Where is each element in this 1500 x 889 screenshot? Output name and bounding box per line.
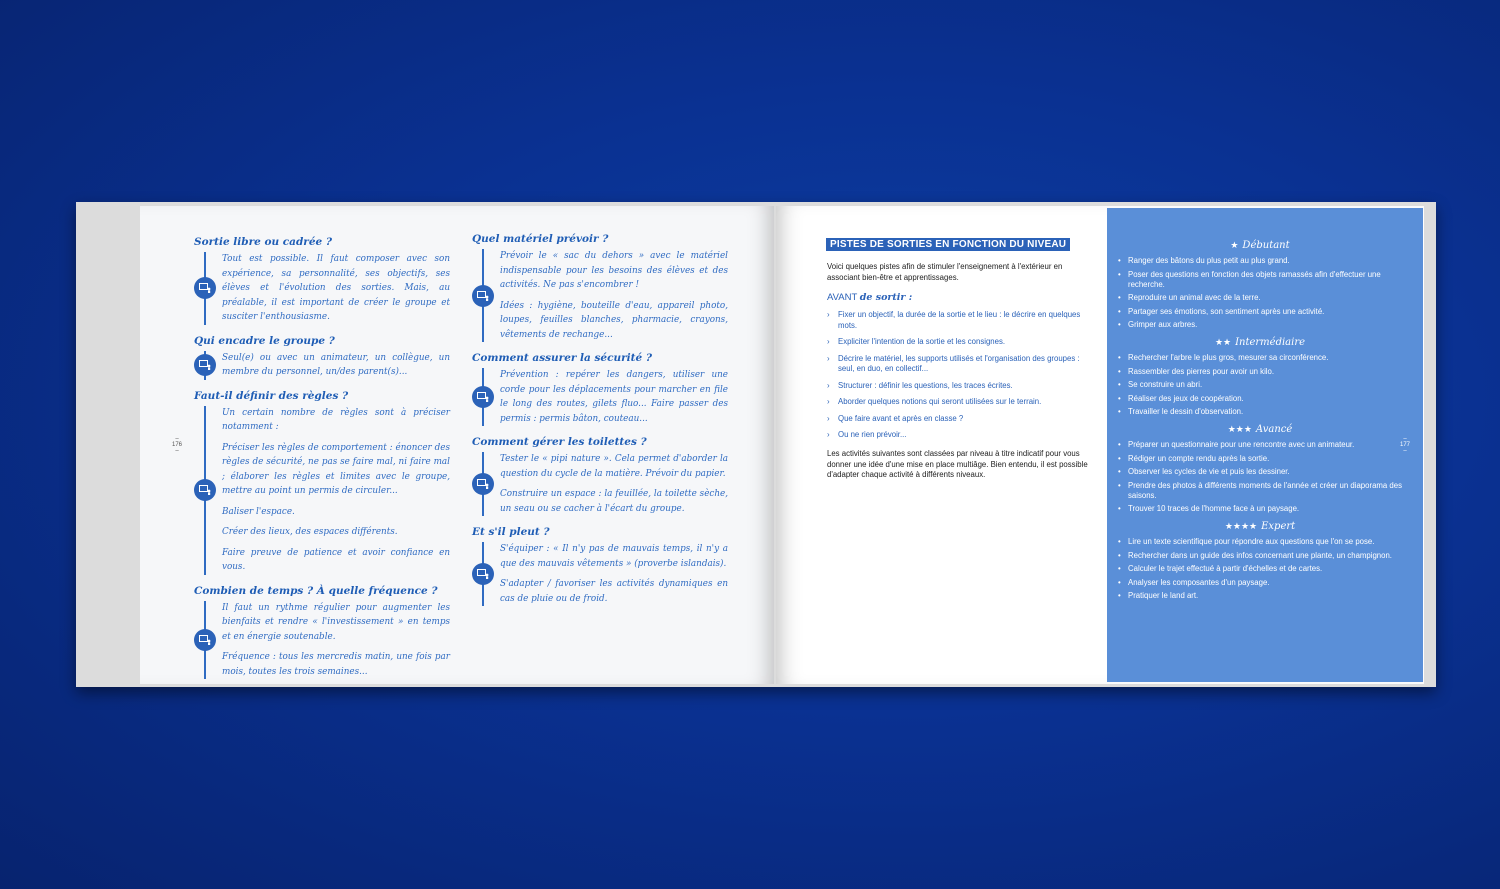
level-item: • Préparer un questionnaire pour une rencontre avec un animateur.	[1118, 440, 1402, 450]
question-body	[472, 452, 728, 516]
star-icon: ★★★	[1227, 424, 1252, 434]
question-paragraph: Fréquence : tous les mercredis matin, une fois par mois, toutes les trois semaines...	[222, 652, 450, 677]
question-paragraph: Tout est possible. Il faut composer avec son expérience, sa personnalité, ses objectifs, ses élèves et l'évolution des sorties. Mais, au préalable, il est important de créer le groupe et susciter l'enthousiasme.	[222, 254, 450, 322]
question-body	[194, 351, 450, 380]
level-name: Expert	[1261, 521, 1296, 532]
question-paragraph: Créer des lieux, des espaces différents.	[222, 527, 398, 537]
question-title: Comment gérer les toilettes ?	[472, 436, 647, 448]
left-column-b	[472, 233, 728, 616]
level-items	[1118, 353, 1402, 417]
question-title: Qui encadre le groupe ?	[194, 334, 335, 347]
avant-item: › Décrire le matériel, les supports utilisés et l'organisation des groupes : seul, en duo, en collectif...	[827, 354, 1095, 375]
question-title: Comment assurer la sécurité ?	[472, 352, 652, 364]
question-paragraph: S'adapter / favoriser les activités dynamiques en cas de pluie ou de froid.	[500, 579, 728, 604]
level-item: • Analyser les composantes d'un paysage.	[1118, 578, 1402, 588]
question-body	[194, 406, 450, 575]
question-paragraph: Baliser l'espace.	[222, 506, 295, 517]
classroom-icon	[194, 479, 216, 501]
level-item: • Lire un texte scientifique pour répondre aux questions que l'on se pose.	[1118, 537, 1402, 547]
question-title: Combien de temps ? À quelle fréquence ?	[194, 584, 438, 597]
level-item: • Grimper aux arbres.	[1118, 320, 1402, 330]
level-item: • Se construire un abri.	[1118, 380, 1402, 390]
level-item: • Poser des questions en fonction des objets ramassés afin d'effectuer une recherche.	[1118, 270, 1402, 290]
level-item: • Réaliser des jeux de coopération.	[1118, 394, 1402, 404]
level-name: Débutant	[1242, 240, 1290, 251]
level-item: • Rédiger un compte rendu après la sortie.	[1118, 454, 1402, 464]
level-heading	[1118, 424, 1402, 435]
level-item: • Partager ses émotions, son sentiment après une activité.	[1118, 307, 1402, 317]
level-item: • Trouver 10 traces de l'homme face à un paysage.	[1118, 504, 1402, 514]
avant-item: › Structurer : définir les questions, les traces écrites.	[827, 381, 1095, 392]
question-paragraph: Faire preuve de patience et avoir confiance en vous.	[222, 547, 450, 572]
level-item: • Calculer le trajet effectué à partir d'échelles et de cartes.	[1118, 564, 1402, 574]
outro-text: Les activités suivantes sont classées par niveau à titre indicatif pour vous donner une idée d'une mise en place multiâge. Bien entendu, il est possible d'adapter chaque activité à différents niveaux.	[827, 449, 1088, 479]
level-item: • Rassembler des pierres pour avoir un kilo.	[1118, 367, 1402, 377]
question-paragraph: S'équiper : « Il n'y pas de mauvais temps, il n'y a que des mauvais vêtements » (proverbe islandais).	[500, 544, 728, 569]
level-name: Avancé	[1255, 424, 1293, 435]
question-paragraph: Idées : hygiène, bouteille d'eau, appareil photo, loupes, feuilles blanches, pharmacie, crayons, vêtements de rechange...	[500, 300, 728, 340]
question-title: Sortie libre ou cadrée ?	[194, 236, 333, 248]
question-paragraph: Prévoir le « sac du dehors » avec le matériel indispensable pour les besoins des élèves et des activités. Ne pas s'encombrer !	[500, 251, 728, 290]
classroom-icon	[194, 277, 216, 299]
avant-item: › Fixer un objectif, la durée de la sortie et le lieu : le décrire en quelques mots.	[827, 310, 1095, 331]
page-number-left: – 176 –	[172, 436, 183, 454]
level-heading	[1118, 337, 1402, 348]
avant-item: › Que faire avant et après en classe ?	[827, 414, 1095, 425]
star-icon: ★	[1230, 240, 1239, 250]
classroom-icon	[194, 354, 216, 376]
classroom-icon	[472, 473, 494, 495]
question-paragraph: Il faut un rythme régulier pour augmenter les bienfaits et rendre « l'investissement » en temps et en énergie soutenable.	[222, 602, 450, 642]
avant-item: › Expliciter l'intention de la sortie et les consignes.	[827, 337, 1095, 348]
question-paragraph: Préciser les règles de comportement : énoncer des règles de sécurité, ne pas se faire mal, ni faire mal ; élaborer les règles et limites avec le groupe, mettre au point un permis de circuler...	[222, 442, 450, 496]
question-body	[472, 249, 728, 342]
level-item: • Travailler le dessin d'observation.	[1118, 407, 1402, 417]
level-items	[1118, 440, 1402, 514]
avant-item: › Ou ne rien prévoir...	[827, 430, 1095, 441]
level-item: • Prendre des photos à différents moments de l'année et créer un diaporama des saisons.	[1118, 481, 1402, 501]
level-heading	[1118, 521, 1402, 532]
question-paragraph: Construire un espace : la feuillée, la toilette sèche, un seau ou se cacher à l'écart du groupe.	[500, 489, 728, 514]
question-title: Faut-il définir des règles ?	[194, 389, 349, 402]
level-name: Intermédiaire	[1235, 337, 1306, 348]
level-items	[1118, 256, 1402, 330]
question-body	[472, 542, 728, 606]
star-icon: ★★★★	[1224, 521, 1258, 531]
classroom-icon	[472, 386, 494, 408]
levels-list	[1118, 240, 1402, 608]
question-body	[194, 601, 450, 680]
question-title: Et s'il pleut ?	[472, 526, 550, 538]
level-item: • Observer les cycles de vie et puis les dessiner.	[1118, 467, 1402, 477]
question-paragraph: Un certain nombre de règles sont à préciser notamment :	[222, 407, 450, 432]
classroom-icon	[472, 563, 494, 585]
question-title: Quel matériel prévoir ?	[472, 233, 609, 245]
section-title: PISTES DE SORTIES EN FONCTION DU NIVEAU	[826, 238, 1070, 251]
level-item: • Reproduire un animal avec de la terre.	[1118, 293, 1402, 303]
question-paragraph: Prévention : repérer les dangers, utiliser une corde pour les déplacements pour marcher en file le long des routes, gilets fluo... Faire passer des permis : permis bâton, couteau...	[500, 370, 728, 424]
avant-list	[827, 310, 1095, 447]
level-items	[1118, 537, 1402, 601]
level-item: • Pratiquer le land art.	[1118, 591, 1402, 601]
left-column-a	[194, 236, 450, 689]
level-item: • Ranger des bâtons du plus petit au plus grand.	[1118, 256, 1402, 266]
question-body	[472, 368, 728, 426]
avant-heading: AVANT de sortir :	[827, 292, 913, 303]
intro-text: Voici quelques pistes afin de stimuler l'enseignement à l'extérieur en associant bien-être et apprentissages.	[827, 262, 1063, 282]
level-item: • Rechercher dans un guide des infos concernant une plante, un champignon.	[1118, 551, 1402, 561]
classroom-icon	[472, 285, 494, 307]
avant-item: › Aborder quelques notions qui seront utilisées sur le terrain.	[827, 397, 1095, 408]
page-number-right: – 177 –	[1400, 436, 1411, 454]
question-paragraph: Seul(e) ou avec un animateur, un collègue, un membre du personnel, un/des parent(s)...	[222, 352, 450, 377]
level-heading	[1118, 240, 1402, 251]
classroom-icon	[194, 629, 216, 651]
level-item: • Rechercher l'arbre le plus gros, mesurer sa circonférence.	[1118, 353, 1402, 363]
star-icon: ★★	[1214, 337, 1232, 347]
question-body	[194, 252, 450, 325]
question-paragraph: Tester le « pipi nature ». Cela permet d'aborder la question du cycle de la matière. Prévoir du papier.	[500, 454, 728, 479]
